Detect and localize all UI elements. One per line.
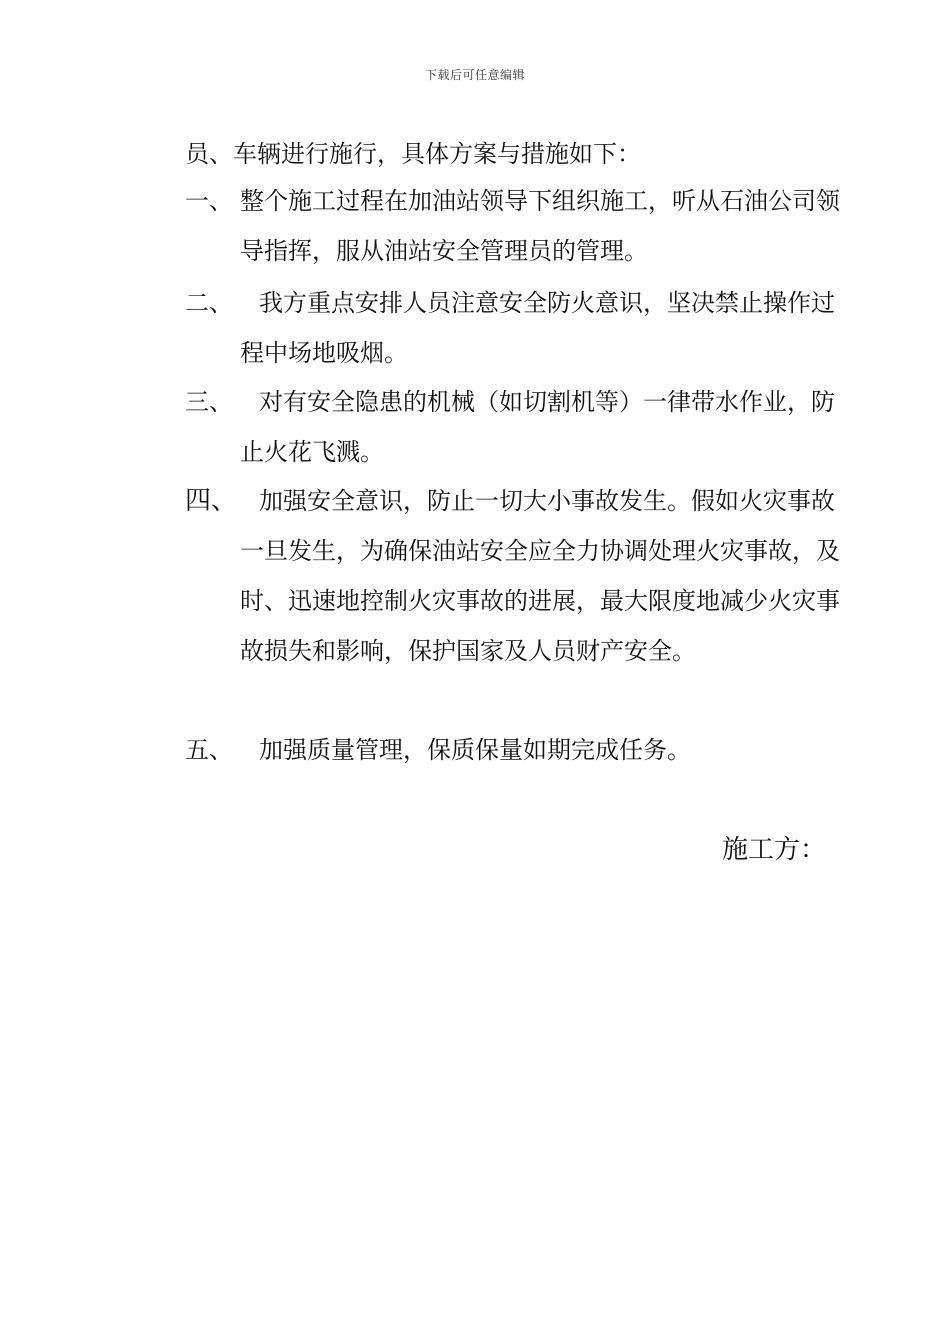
intro-text: 员、车辆进行施行，具体方案与措施如下：: [185, 140, 641, 168]
page-header-watermark: 下载后可任意编辑: [424, 68, 525, 82]
item-number-2: 二、: [185, 289, 233, 317]
item-text-3: 对有安全隐患的机械（如切割机等）一律带水作业，防止火花飞溅。: [240, 388, 835, 466]
item-number-3: 三、: [185, 388, 233, 416]
item-text-4: 加强安全意识，防止一切大小事故发生。假如火灾事故一旦发生，为确保油站安全应全力协调处理火灾事故，及时、迅速地控制火灾事故的进展，最大限度地减少火灾事故损失和影响，保护国家及人员财产安全。: [240, 487, 840, 665]
item-number-1: 一、: [185, 187, 233, 215]
item-text-5: 加强质量管理，保质保量如期完成任务。: [259, 736, 691, 764]
item-number-5: 五、: [185, 736, 233, 764]
item-text-1: 整个施工过程在加油站领导下组织施工，听从石油公司领导指挥，服从油站安全管理员的管理。: [240, 187, 840, 265]
item-text-2: 我方重点安排人员注意安全防火意识，坚决禁止操作过程中场地吸烟。: [240, 289, 835, 367]
item-number-4: 四、: [185, 486, 238, 516]
signature-label: 施工方：: [722, 835, 827, 865]
